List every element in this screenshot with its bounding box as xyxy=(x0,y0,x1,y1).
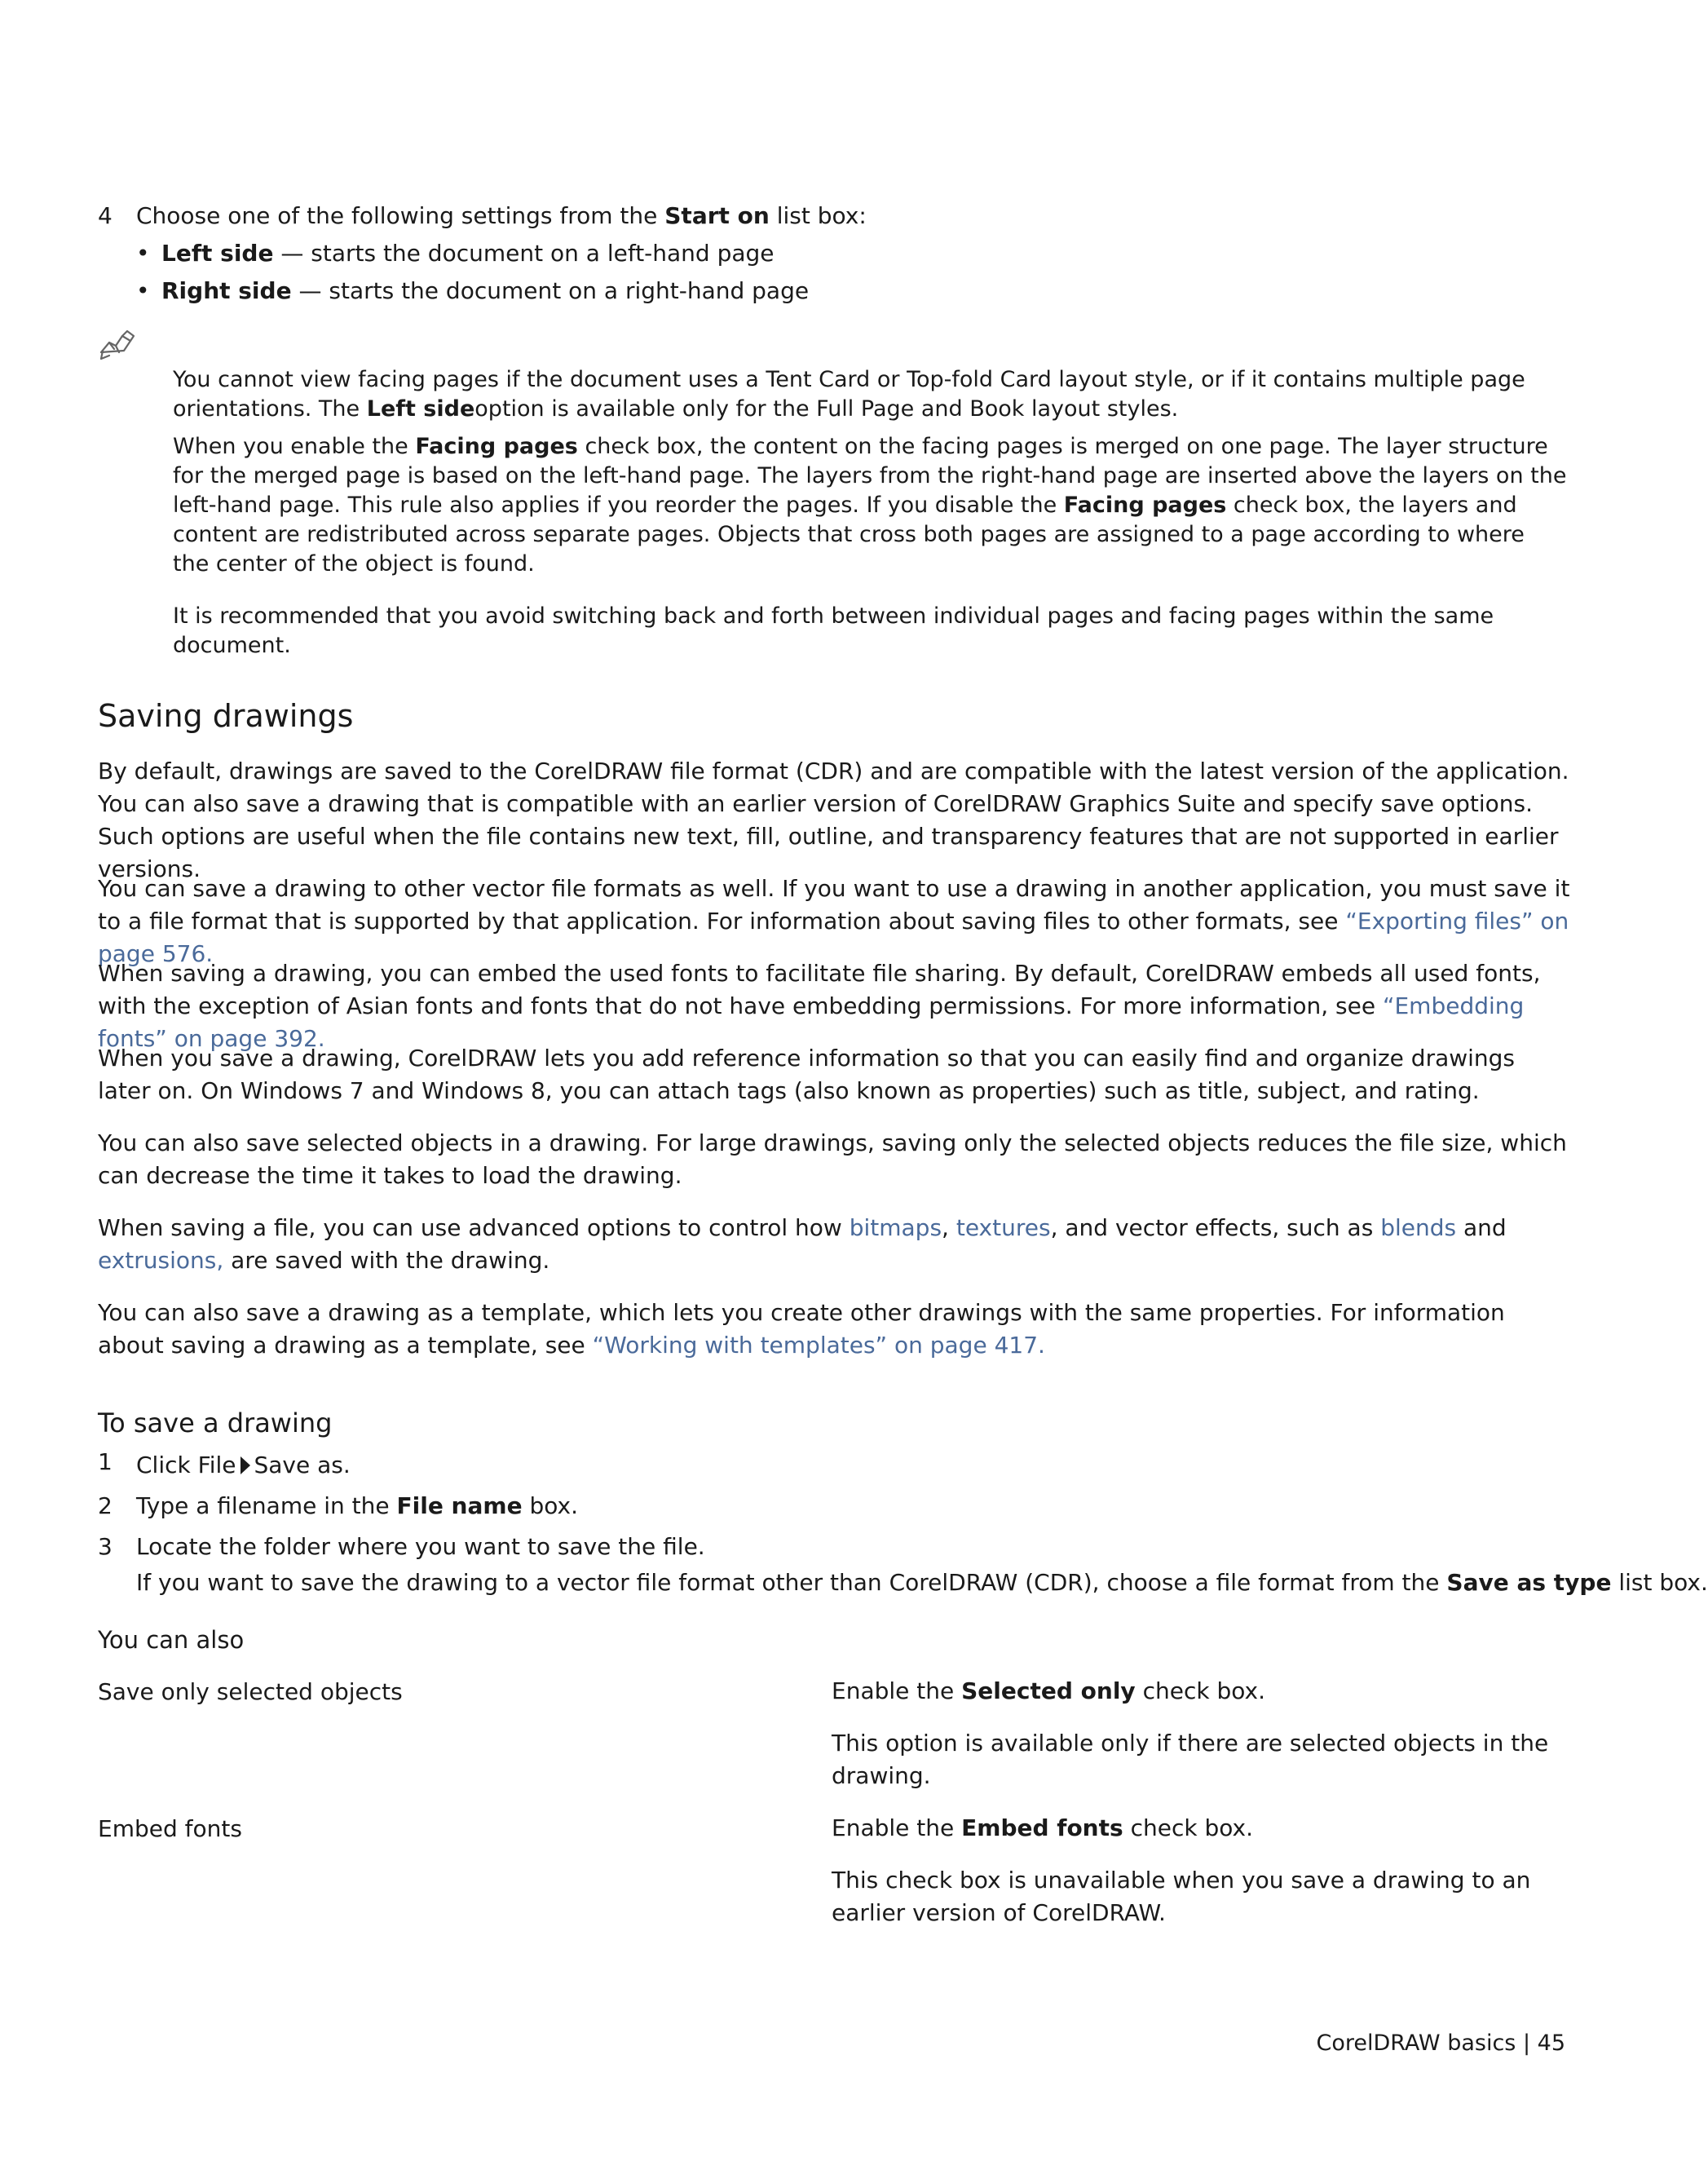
table-instruction xyxy=(832,1812,1565,1845)
menu-arrow-icon xyxy=(241,1456,250,1474)
ui-term: Facing pages xyxy=(415,434,578,459)
menu-save-as: Save as xyxy=(254,1452,343,1478)
body-text: You can also save selected objects in a drawing. For large drawings, saving only the selected objects reduces the file size, which can decrease the time it takes to load the drawing. xyxy=(98,1129,1567,1189)
step-number: 2 xyxy=(98,1492,113,1519)
body-paragraph xyxy=(98,1212,1573,1277)
cross-reference-link[interactable]: “Exporting files” on page 576. xyxy=(98,908,1569,967)
step-number: 4 xyxy=(98,202,113,229)
glossary-link-bitmaps[interactable]: bitmaps xyxy=(849,1214,942,1241)
bullet-text: — starts the document on a right-hand page xyxy=(291,277,810,304)
body-text: By default, drawings are saved to the CorelDRAW file format (CDR) and are compatible with the latest version of the application. You can also save a drawing that is compatible with an earlier version of CorelDRAW Graphics Suite and specify save options. Such options are useful when the file contains new text, fill, outline, and transparency features that are not supported in earlier versions. xyxy=(98,758,1569,882)
page-number: 45 xyxy=(1537,2031,1565,2056)
table-text: check box. xyxy=(1123,1814,1253,1841)
ui-term: Embed fonts xyxy=(961,1814,1123,1841)
ui-term: Left side xyxy=(161,240,274,267)
body-text: You can also save a drawing as a template, which lets you create other drawings with the same properties. For information about saving a drawing as a template, see xyxy=(98,1299,1505,1359)
glossary-link-extrusions[interactable]: extrusions, xyxy=(98,1247,224,1274)
bullet-item xyxy=(161,277,809,304)
table-instruction-note: This option is available only if there are selected objects in the drawing. xyxy=(832,1730,1549,1789)
ui-term: Right side xyxy=(161,277,292,304)
step-text-part: Choose one of the following settings from the xyxy=(136,202,665,229)
table-text: Enable the xyxy=(832,1814,962,1841)
cross-reference-link[interactable]: “Working with templates” on page 417. xyxy=(592,1332,1045,1359)
ui-term: Left side xyxy=(366,396,475,422)
footer-chapter: CorelDRAW basics xyxy=(1316,2031,1516,2056)
glossary-link-textures[interactable]: textures xyxy=(956,1214,1051,1241)
body-paragraph xyxy=(98,755,1573,886)
table-instruction-note: This check box is unavailable when you save a drawing to an earlier version of CorelDRAW. xyxy=(832,1867,1531,1926)
body-text: are saved with the drawing. xyxy=(223,1247,550,1274)
footer-separator: | xyxy=(1516,2031,1538,2056)
bullet-text: — starts the document on a left-hand page xyxy=(273,240,775,267)
body-text: and xyxy=(1456,1214,1507,1241)
step-text-part: box. xyxy=(522,1492,578,1519)
note-pencil-icon xyxy=(98,328,137,362)
step-subtext xyxy=(136,1569,1708,1596)
step-number: 1 xyxy=(98,1448,113,1475)
step-text: Locate the folder where you want to save the file. xyxy=(136,1533,705,1560)
table-instruction xyxy=(832,1675,1565,1708)
note-text: check box, the layers and content are redistributed across separate pages. Objects that cross both pages are assigned to a page according to where the center of the object is found. xyxy=(173,493,1525,577)
note-text: It is recommended that you avoid switching back and forth between individual pages and facing pages within the same document. xyxy=(173,603,1494,658)
step-text-part: Click xyxy=(136,1452,198,1478)
section-heading: Saving drawings xyxy=(98,698,354,734)
step-text-part: . xyxy=(342,1452,351,1478)
body-paragraph xyxy=(98,957,1573,1055)
ui-term: Save as type xyxy=(1446,1569,1612,1596)
glossary-link-blends[interactable]: blends xyxy=(1380,1214,1457,1241)
note-paragraph xyxy=(173,365,1567,424)
you-can-also-label: You can also xyxy=(98,1626,245,1654)
cross-reference-link[interactable]: “Embedding fonts” on page 392. xyxy=(98,992,1525,1052)
table-task: Embed fonts xyxy=(98,1815,242,1842)
body-paragraph xyxy=(98,873,1573,970)
note-text: When you enable the xyxy=(173,434,416,459)
note-paragraph xyxy=(173,602,1567,661)
step-text xyxy=(136,1452,351,1478)
bullet-dot: • xyxy=(136,240,150,267)
ui-term: Facing pages xyxy=(1063,493,1227,518)
note-text: check box, the content on the facing pages is merged on one page. The layer structure for the merged page is based on the left-hand page. The layers from the right-hand page are inserted above the layers on the left-hand page. This rule also applies if you reorder the pages. If you disable the xyxy=(173,434,1567,518)
step-text xyxy=(136,1492,578,1519)
body-text: When you save a drawing, CorelDRAW lets you add reference information so that you can easily find and organize drawings later on. On Windows 7 and Windows 8, you can attach tags (also known as properties) such as title, subject, and rating. xyxy=(98,1045,1516,1104)
table-text: Enable the xyxy=(832,1677,962,1704)
step-text-part: list box. xyxy=(1611,1569,1708,1596)
ui-term: File name xyxy=(396,1492,523,1519)
body-text: When saving a file, you can use advanced options to control how xyxy=(98,1214,850,1241)
table-task: Save only selected objects xyxy=(98,1678,403,1705)
page-footer xyxy=(1316,2031,1565,2056)
step-text-part: Type a filename in the xyxy=(136,1492,397,1519)
procedure-heading: To save a drawing xyxy=(98,1408,333,1438)
step-text-part: If you want to save the drawing to a vector file format other than CorelDRAW (CDR), choose a file format from the xyxy=(136,1569,1447,1596)
body-text: , and vector effects, such as xyxy=(1050,1214,1381,1241)
body-text: When saving a drawing, you can embed the used fonts to facilitate file sharing. By default, CorelDRAW embeds all used fonts, with the exception of Asian fonts and fonts that do not have embedding permissions. For more information, see xyxy=(98,960,1541,1019)
table-text: check box. xyxy=(1135,1677,1265,1704)
body-paragraph xyxy=(98,1042,1573,1107)
note-paragraph xyxy=(173,432,1567,579)
step-text xyxy=(136,202,867,229)
step-text-part: list box: xyxy=(769,202,867,229)
ui-term: Selected only xyxy=(961,1677,1136,1704)
note-text: option is available only for the Full Page and Book layout styles. xyxy=(474,396,1179,422)
body-text: , xyxy=(942,1214,956,1241)
bullet-item xyxy=(161,240,775,267)
note-text: You cannot view facing pages if the document uses a Tent Card or Top-fold Card layout style, or if it contains multiple page orientations. The xyxy=(173,367,1525,422)
menu-file: File xyxy=(197,1452,236,1478)
body-paragraph xyxy=(98,1127,1573,1192)
step-number: 3 xyxy=(98,1533,113,1560)
ui-term: Start on xyxy=(664,202,770,229)
body-paragraph xyxy=(98,1297,1573,1362)
bullet-dot: • xyxy=(136,277,150,304)
body-text: You can save a drawing to other vector file formats as well. If you want to use a drawing in another application, you must save it to a file format that is supported by that application. For information about saving files to other formats, see xyxy=(98,875,1570,935)
